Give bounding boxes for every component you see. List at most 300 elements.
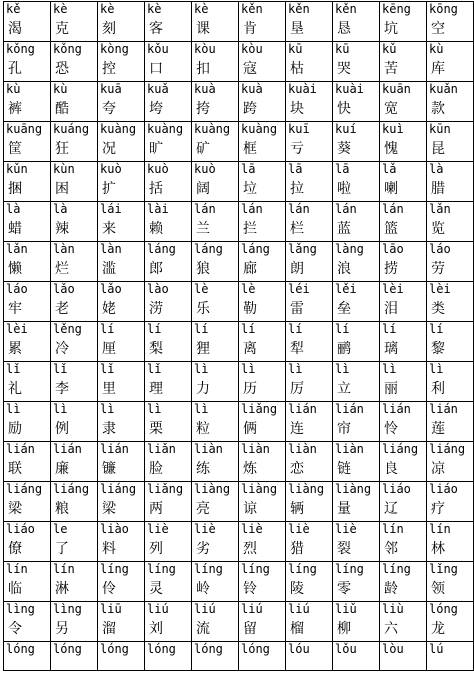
table-cell — [4, 362, 51, 402]
pinyin-label: liàng — [194, 482, 231, 496]
table-cell — [51, 122, 98, 162]
table-cell — [286, 362, 333, 402]
pinyin-label: lǎo — [100, 282, 122, 296]
table-cell — [333, 642, 380, 671]
hanzi-character: 捞 — [384, 261, 398, 277]
pinyin-label: kè — [100, 2, 115, 16]
hanzi-character: 课 — [196, 21, 210, 37]
pinyin-label: lì — [147, 402, 162, 416]
table-cell — [145, 602, 192, 642]
hanzi-character: 赖 — [149, 221, 163, 237]
pinyin-label: líng — [288, 562, 317, 576]
pinyin-label: kuāng — [6, 122, 43, 136]
hanzi-character: 款 — [431, 101, 445, 117]
pinyin-label: liáng — [429, 442, 466, 456]
table-cell — [51, 42, 98, 82]
hanzi-character: 廉 — [55, 461, 69, 477]
pinyin-label: le — [53, 522, 68, 536]
pinyin-label: lǐ — [6, 362, 21, 376]
table-cell — [427, 42, 474, 82]
pinyin-label: lán — [194, 202, 216, 216]
pinyin-label: liàn — [194, 442, 223, 456]
table-cell — [380, 642, 427, 671]
table-cell — [427, 602, 474, 642]
table-cell — [192, 122, 239, 162]
pinyin-label: kuí — [335, 122, 357, 136]
hanzi-character: 旷 — [149, 141, 163, 157]
hanzi-character: 厉 — [290, 381, 304, 397]
hanzi-character: 列 — [149, 541, 163, 557]
table-cell — [380, 522, 427, 562]
pinyin-label: kū — [288, 42, 303, 56]
pinyin-label: lèi — [429, 282, 451, 296]
table-cell — [286, 442, 333, 482]
table-cell — [145, 442, 192, 482]
table-cell — [239, 42, 286, 82]
table-cell — [98, 522, 145, 562]
hanzi-character: 理 — [149, 381, 163, 397]
table-cell — [333, 82, 380, 122]
pinyin-label: liáng — [53, 482, 90, 496]
hanzi-character: 乐 — [196, 301, 210, 317]
table-cell — [145, 562, 192, 602]
table-cell — [333, 402, 380, 442]
table-cell — [51, 522, 98, 562]
pinyin-label: liú — [147, 602, 169, 616]
table-cell — [4, 562, 51, 602]
table-cell — [98, 82, 145, 122]
table-cell — [51, 162, 98, 202]
table-cell — [380, 42, 427, 82]
pinyin-label: kuàng — [147, 122, 184, 136]
pinyin-label: liè — [147, 522, 169, 536]
hanzi-character: 览 — [431, 221, 445, 237]
table-cell — [4, 522, 51, 562]
table-cell — [145, 362, 192, 402]
hanzi-character: 狼 — [196, 261, 210, 277]
table-row — [4, 362, 474, 402]
table-row — [4, 482, 474, 522]
hanzi-character: 谅 — [243, 501, 257, 517]
table-cell — [98, 642, 145, 671]
table-cell — [427, 322, 474, 362]
pinyin-label: kòu — [194, 42, 216, 56]
table-cell — [98, 562, 145, 602]
pinyin-label: lán — [241, 202, 263, 216]
table-cell — [286, 282, 333, 322]
table-cell — [192, 402, 239, 442]
pinyin-label: lián — [335, 402, 364, 416]
pinyin-label: lì — [6, 402, 21, 416]
hanzi-character: 了 — [55, 541, 69, 557]
pinyin-label: lí — [382, 322, 397, 336]
pinyin-label: liú — [288, 602, 310, 616]
table-cell — [51, 322, 98, 362]
table-cell — [192, 522, 239, 562]
table-cell — [333, 602, 380, 642]
hanzi-character: 刻 — [102, 21, 116, 37]
table-cell — [145, 122, 192, 162]
pinyin-label: liáo — [6, 522, 35, 536]
table-cell — [98, 442, 145, 482]
pinyin-label: lè — [194, 282, 209, 296]
hanzi-character: 枯 — [290, 61, 304, 77]
table-cell — [51, 482, 98, 522]
table-cell — [427, 642, 474, 671]
hanzi-character: 垒 — [337, 301, 351, 317]
table-cell — [239, 362, 286, 402]
pinyin-label: lián — [382, 402, 411, 416]
hanzi-character: 龙 — [431, 621, 445, 637]
hanzi-character: 框 — [243, 141, 257, 157]
pinyin-label: lèi — [6, 322, 28, 336]
hanzi-character: 拦 — [243, 221, 257, 237]
pinyin-label: liè — [194, 522, 216, 536]
pinyin-label: liáng — [6, 482, 43, 496]
pinyin-label: kuǎ — [147, 82, 169, 96]
hanzi-character: 令 — [8, 621, 22, 637]
table-cell — [239, 2, 286, 42]
pinyin-label: lǐ — [147, 362, 162, 376]
pinyin-label: kuān — [382, 82, 411, 96]
hanzi-character: 岭 — [196, 581, 210, 597]
pinyin-label: liàn — [241, 442, 270, 456]
pinyin-label: là — [429, 162, 444, 176]
pinyin-label: láng — [241, 242, 270, 256]
table-cell — [427, 482, 474, 522]
pinyin-label: kuà — [194, 82, 216, 96]
table-cell — [427, 162, 474, 202]
hanzi-character: 蜡 — [8, 221, 22, 237]
hanzi-character: 扩 — [102, 181, 116, 197]
table-cell — [4, 202, 51, 242]
pinyin-label: kù — [53, 82, 68, 96]
hanzi-character: 刘 — [149, 621, 163, 637]
pinyin-label: liǎng — [241, 402, 278, 416]
table-row — [4, 522, 474, 562]
pinyin-label: lì — [241, 362, 256, 376]
table-cell — [286, 122, 333, 162]
table-cell — [239, 402, 286, 442]
table-row — [4, 562, 474, 602]
table-cell — [145, 202, 192, 242]
pinyin-label: lèi — [382, 282, 404, 296]
table-cell — [239, 202, 286, 242]
hanzi-character: 隶 — [102, 421, 116, 437]
table-row — [4, 602, 474, 642]
pinyin-label: liǎn — [147, 442, 176, 456]
pinyin-label: líng — [382, 562, 411, 576]
pinyin-label: kǔ — [382, 42, 397, 56]
hanzi-character: 粒 — [196, 421, 210, 437]
table-cell — [286, 602, 333, 642]
table-cell — [239, 242, 286, 282]
table-cell — [51, 642, 98, 671]
hanzi-character: 怜 — [384, 421, 398, 437]
pinyin-label: liàng — [241, 482, 278, 496]
pinyin-label: lóng — [53, 642, 82, 656]
pinyin-label: lái — [100, 202, 122, 216]
pinyin-label: lí — [241, 322, 256, 336]
hanzi-character: 栗 — [149, 421, 163, 437]
pinyin-label: lián — [429, 402, 458, 416]
table-cell — [333, 442, 380, 482]
table-cell — [239, 562, 286, 602]
table-cell — [333, 482, 380, 522]
pinyin-label: lián — [53, 442, 82, 456]
pinyin-label: là — [53, 202, 68, 216]
hanzi-character: 恋 — [290, 461, 304, 477]
hanzi-character: 苦 — [384, 61, 398, 77]
pinyin-label: lā — [335, 162, 350, 176]
pinyin-label: làn — [53, 242, 75, 256]
table-cell — [380, 602, 427, 642]
hanzi-character: 留 — [243, 621, 257, 637]
table-cell — [239, 82, 286, 122]
pinyin-label: kòng — [100, 42, 129, 56]
hanzi-character: 镰 — [102, 461, 116, 477]
hanzi-character: 礼 — [8, 381, 22, 397]
table-cell — [192, 322, 239, 362]
table-cell — [286, 82, 333, 122]
hanzi-character: 辽 — [384, 501, 398, 517]
pinyin-character-table — [3, 1, 474, 671]
hanzi-character: 雷 — [290, 301, 304, 317]
table-row — [4, 322, 474, 362]
pinyin-label: kùn — [53, 162, 75, 176]
table-cell — [98, 322, 145, 362]
hanzi-character: 铃 — [243, 581, 257, 597]
hanzi-character: 喇 — [384, 181, 398, 197]
pinyin-label: kuā — [100, 82, 122, 96]
table-cell — [4, 282, 51, 322]
table-cell — [239, 322, 286, 362]
hanzi-character: 块 — [290, 101, 304, 117]
pinyin-label: kǒu — [147, 42, 169, 56]
table-cell — [380, 402, 427, 442]
hanzi-character: 渴 — [8, 21, 22, 37]
table-cell — [192, 642, 239, 671]
pinyin-label: lián — [6, 442, 35, 456]
hanzi-character: 客 — [149, 21, 163, 37]
hanzi-character: 裤 — [8, 101, 22, 117]
pinyin-label: lóng — [6, 642, 35, 656]
table-cell — [51, 602, 98, 642]
table-cell — [98, 2, 145, 42]
hanzi-character: 练 — [196, 461, 210, 477]
table-cell — [380, 82, 427, 122]
pinyin-label: lóu — [288, 642, 310, 656]
pinyin-label: kǔn — [6, 162, 28, 176]
pinyin-label: liáo — [429, 482, 458, 496]
table-cell — [145, 282, 192, 322]
hanzi-character: 淋 — [55, 581, 69, 597]
hanzi-character: 腊 — [431, 181, 445, 197]
table-cell — [98, 202, 145, 242]
hanzi-character: 亮 — [196, 501, 210, 517]
table-cell — [192, 282, 239, 322]
pinyin-label: lǎng — [288, 242, 317, 256]
hanzi-character: 裂 — [337, 541, 351, 557]
table-cell — [4, 442, 51, 482]
table-cell — [51, 82, 98, 122]
hanzi-character: 哭 — [337, 61, 351, 77]
table-cell — [51, 402, 98, 442]
hanzi-character: 老 — [55, 301, 69, 317]
table-cell — [192, 562, 239, 602]
table-cell — [145, 322, 192, 362]
table-cell — [4, 82, 51, 122]
hanzi-character: 劳 — [431, 261, 445, 277]
table-cell — [286, 202, 333, 242]
hanzi-character: 良 — [384, 461, 398, 477]
pinyin-label: kè — [194, 2, 209, 16]
hanzi-character: 捆 — [8, 181, 22, 197]
table-cell — [380, 122, 427, 162]
table-cell — [51, 2, 98, 42]
hanzi-character: 廊 — [243, 261, 257, 277]
hanzi-character: 筐 — [8, 141, 22, 157]
table-cell — [380, 482, 427, 522]
hanzi-character: 库 — [431, 61, 445, 77]
table-cell — [380, 562, 427, 602]
table-row — [4, 162, 474, 202]
table-cell — [192, 442, 239, 482]
hanzi-character: 快 — [337, 101, 351, 117]
hanzi-character: 临 — [8, 581, 22, 597]
hanzi-character: 来 — [102, 221, 116, 237]
table-cell — [333, 522, 380, 562]
hanzi-character: 励 — [8, 421, 22, 437]
pinyin-label: lòu — [382, 642, 404, 656]
table-cell — [380, 162, 427, 202]
table-cell — [239, 642, 286, 671]
pinyin-label: láo — [429, 242, 451, 256]
hanzi-character: 垦 — [290, 21, 304, 37]
pinyin-label: lí — [194, 322, 209, 336]
hanzi-character: 拉 — [290, 181, 304, 197]
table-cell — [4, 642, 51, 671]
hanzi-character: 浪 — [337, 261, 351, 277]
hanzi-character: 勒 — [243, 301, 257, 317]
table-cell — [333, 362, 380, 402]
table-cell — [239, 162, 286, 202]
table-cell — [380, 242, 427, 282]
hanzi-character: 肯 — [243, 21, 257, 37]
table-cell — [286, 482, 333, 522]
pinyin-label: lóng — [100, 642, 129, 656]
table-cell — [239, 122, 286, 162]
table-cell — [239, 522, 286, 562]
hanzi-character: 料 — [102, 541, 116, 557]
hanzi-character: 兰 — [196, 221, 210, 237]
table-cell — [192, 242, 239, 282]
hanzi-character: 烈 — [243, 541, 257, 557]
pinyin-label: liáng — [382, 442, 419, 456]
table-cell — [51, 442, 98, 482]
pinyin-label: kuò — [147, 162, 169, 176]
pinyin-label: kōng — [429, 2, 458, 16]
pinyin-label: kè — [147, 2, 162, 16]
table-cell — [4, 42, 51, 82]
pinyin-label: lì — [194, 402, 209, 416]
pinyin-label: lín — [53, 562, 75, 576]
hanzi-character: 垃 — [243, 181, 257, 197]
table-row — [4, 2, 474, 42]
table-cell — [4, 402, 51, 442]
pinyin-label: kù — [429, 42, 444, 56]
pinyin-label: láo — [6, 282, 28, 296]
table-cell — [4, 482, 51, 522]
hanzi-character: 力 — [196, 381, 210, 397]
pinyin-label: kēng — [382, 2, 411, 16]
pinyin-label: líng — [147, 562, 176, 576]
hanzi-character: 疗 — [431, 501, 445, 517]
pinyin-label: lí — [147, 322, 162, 336]
hanzi-character: 葵 — [337, 141, 351, 157]
hanzi-character: 量 — [337, 501, 351, 517]
hanzi-character: 劣 — [196, 541, 210, 557]
table-cell — [4, 2, 51, 42]
table-cell — [427, 402, 474, 442]
table-cell — [286, 2, 333, 42]
hanzi-character: 懒 — [8, 261, 22, 277]
table-cell — [286, 642, 333, 671]
hanzi-character: 寇 — [243, 61, 257, 77]
hanzi-character: 空 — [431, 21, 445, 37]
pinyin-label: láng — [147, 242, 176, 256]
table-cell — [145, 42, 192, 82]
pinyin-label: kū — [335, 42, 350, 56]
table-cell — [145, 482, 192, 522]
hanzi-character: 泪 — [384, 301, 398, 317]
hanzi-character: 坑 — [384, 21, 398, 37]
pinyin-label: lóng — [241, 642, 270, 656]
table-cell — [51, 242, 98, 282]
hanzi-character: 梁 — [102, 501, 116, 517]
table-cell — [333, 322, 380, 362]
table-row — [4, 82, 474, 122]
hanzi-character: 厘 — [102, 341, 116, 357]
table-cell — [427, 82, 474, 122]
pinyin-label: lì — [382, 362, 397, 376]
hanzi-character: 蓝 — [337, 221, 351, 237]
hanzi-character: 犁 — [290, 341, 304, 357]
pinyin-label: lín — [6, 562, 28, 576]
table-cell — [98, 242, 145, 282]
pinyin-label: làn — [100, 242, 122, 256]
hanzi-character: 牢 — [8, 301, 22, 317]
hanzi-character: 粮 — [55, 501, 69, 517]
hanzi-character: 灵 — [149, 581, 163, 597]
table-cell — [286, 42, 333, 82]
table-cell — [286, 322, 333, 362]
pinyin-label: lú — [429, 642, 444, 656]
pinyin-label: kuáng — [53, 122, 90, 136]
pinyin-label: lǐ — [100, 362, 115, 376]
table-row — [4, 282, 474, 322]
hanzi-character: 挎 — [196, 101, 210, 117]
table-cell — [333, 242, 380, 282]
pinyin-label: lì — [335, 362, 350, 376]
pinyin-label: lěi — [335, 282, 357, 296]
pinyin-label: lā — [288, 162, 303, 176]
hanzi-character: 零 — [337, 581, 351, 597]
hanzi-character: 昆 — [431, 141, 445, 157]
hanzi-character: 脸 — [149, 461, 163, 477]
hanzi-character: 联 — [8, 461, 22, 477]
hanzi-character: 链 — [337, 461, 351, 477]
